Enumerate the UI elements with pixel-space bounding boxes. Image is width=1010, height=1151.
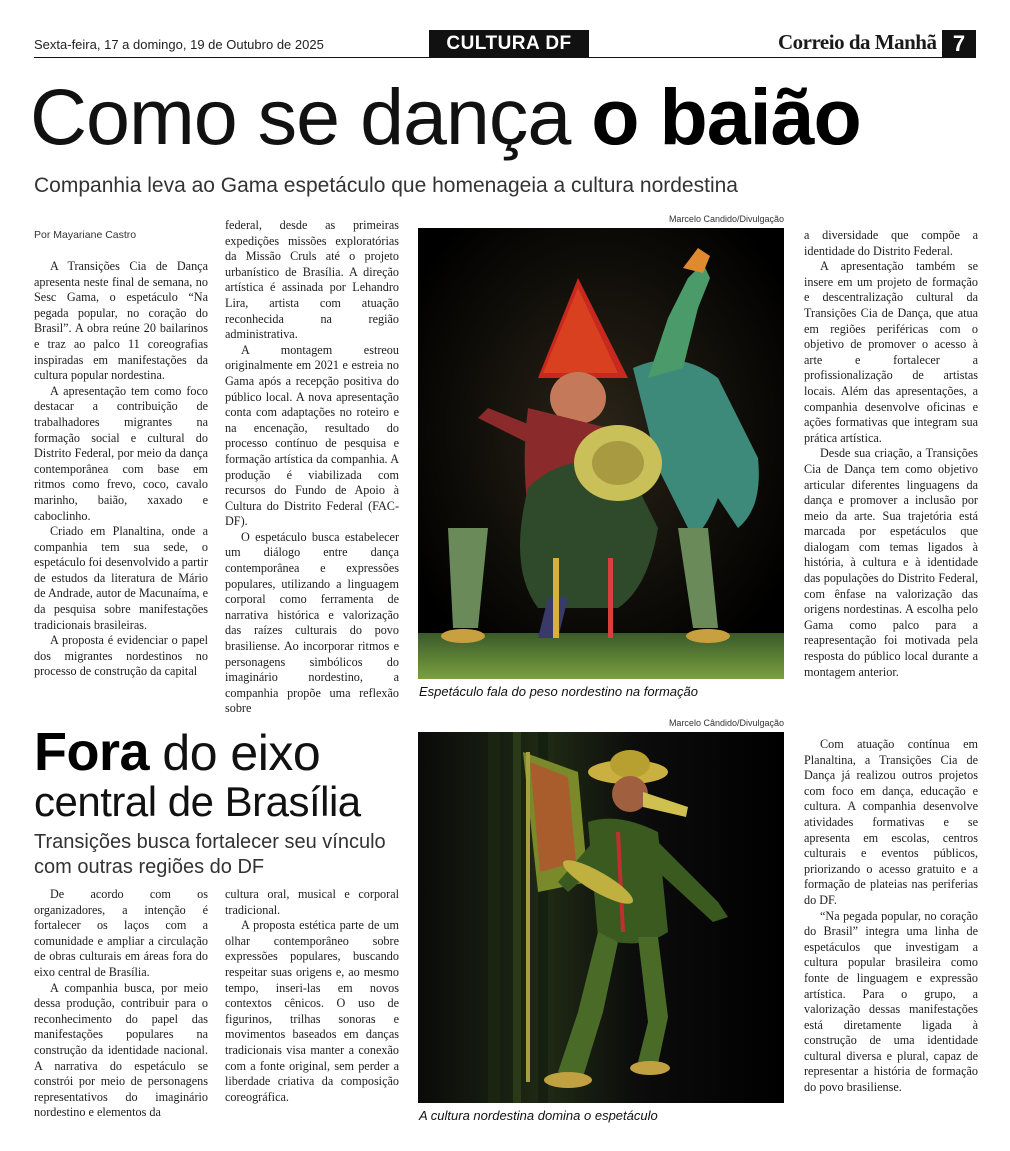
byline: Por Mayariane Castro — [34, 229, 137, 241]
photo-credit-2: Marcelo Cândido/Divulgação — [668, 718, 784, 728]
page-number: 7 — [942, 30, 976, 57]
article1-column-3 — [804, 228, 978, 680]
dance-photo-2 — [418, 732, 784, 1103]
paragraph: De acordo com os organizadores, a intenção é fortalecer os laços com a comunidade e ampliar a circulação de obras culturais em áreas fora do eixo central de Brasília. — [34, 887, 208, 979]
main-headline — [30, 72, 861, 162]
paragraph: A Transições Cia de Dança apresenta neste final de semana, no Sesc Gama, o espetáculo “Na pegada popular, no coração do Brasil”. A obra reúne 20 bailarinos e traz ao palco 11 coreografias inspiradas em manifestações da cultura popular nordestina. — [34, 259, 208, 383]
paragraph: A proposta é evidenciar o papel dos migrantes nordestinos no processo de construção da capital — [34, 633, 208, 679]
paragraph: A montagem estreou originalmente em 2021 e estreia no Gama após a recepção positiva do público local. A nova apresentação conta com adaptações no roteiro e na encenação, resultado do processo contínuo de pesquisa e formação artística da companhia. A produção é viabilizada com recursos do Fundo de Apoio à Cultura do Distrito Federal (FAC-DF). — [225, 342, 399, 529]
paragraph: O espetáculo busca estabelecer um diálogo entre dança contemporânea e expressões populares, utilizando a linguagem corporal como ferramenta de narrativa histórica e valorização das raízes culturais do povo brasiliense. Ao incorporar ritmos e personagens simbólicos do imaginário nordestino, a companhia propõe uma reflexão sobre — [225, 529, 399, 716]
headline-bold: o baião — [591, 72, 861, 161]
photo-caption-2: A cultura nordestina domina o espetáculo — [419, 1108, 658, 1123]
secondary-headline-line2: central de Brasília — [34, 778, 361, 825]
paragraph: “Na pegada popular, no coração do Brasil” integra uma linha de espetáculos que investigam a cultura popular brasileira como fonte de linguagem e expressão artística. Para o grupo, a valorização dessas manifestações está diretamente ligada à construção de uma identidade cultural diversa e plural, capaz de representar a história de formação do povo brasiliense. — [804, 908, 978, 1095]
paragraph: Criado em Planaltina, onde a companhia tem sua sede, o espetáculo foi desenvolvido a partir de estudos da literatura de Mário de Andrade, autor de Macunaíma, e da pesquisa sobre manifestações tradicionais brasileiras. — [34, 524, 208, 632]
header-rule — [34, 57, 976, 58]
paragraph: A companhia busca, por meio dessa produção, contribuir para o reconhecimento do papel das manifestações populares na construção da identidade nacional. A narrativa do espetáculo se constrói por meio de personagens representativos do imaginário nordestino e elementos da — [34, 980, 208, 1120]
paragraph: A apresentação também se insere em um projeto de formação e descentralização cultural da Transições Cia de Dança, que atua em regiões periféricas com o objetivo de promover o acesso à arte e fortalecer a profissionalização de artistas locais. Além das apresentações, a companhia desenvolve oficinas e ações formativas que integram sua prática artística. — [804, 259, 978, 445]
dancers-illustration — [418, 228, 784, 679]
article2-column-2 — [225, 887, 399, 1105]
dance-photo — [418, 228, 784, 679]
dancer-illustration-2 — [418, 732, 784, 1103]
article1-column-2 — [225, 218, 399, 717]
article2-column-3 — [804, 737, 978, 1096]
paragraph: a diversidade que compõe a identidade do Distrito Federal. — [804, 228, 978, 258]
secondary-headline — [34, 722, 321, 782]
issue-date: Sexta-feira, 17 a domingo, 19 de Outubro de 2025 — [34, 37, 324, 52]
headline-light: Como se dança — [30, 72, 592, 161]
photo-credit: Marcelo Candido/Divulgação — [668, 214, 784, 224]
article2-column-1 — [34, 887, 208, 1121]
headline2-light: do eixo — [149, 725, 321, 781]
paragraph: Desde sua criação, a Transições Cia de Dança tem como objetivo articular diferentes linguagens da dança e promover a inclusão por meio da arte. Sua trajetória está marcada por espetáculos que dialogam com temas ligados à história, à cultura e à identidade das populações do Distrito Federal, com ênfase na valorização das origens nordestinas. A escolha pelo Gama como palco para a reapresentação foi motivada pela resposta do público local durante a montagem anterior. — [804, 446, 978, 679]
paragraph: cultura oral, musical e corporal tradicional. — [225, 887, 399, 917]
headline2-bold: Fora — [34, 722, 150, 782]
newspaper-name: Correio da Manhã — [778, 30, 937, 54]
secondary-subheadline: Transições busca fortalecer seu vínculo com outras regiões do DF — [34, 831, 386, 878]
main-subheadline: Companhia leva ao Gama espetáculo que homenageia a cultura nordestina — [34, 174, 738, 197]
paragraph: federal, desde as primeiras expedições missões exploratórias da Missão Cruls até o projeto urbanístico de Brasília. A direção artística é assinada por Lehandro Lira, artista com atuação reconhecida na região administrativa. — [225, 218, 399, 342]
photo-caption: Espetáculo fala do peso nordestino na formação — [419, 684, 698, 699]
section-label: CULTURA DF — [429, 30, 589, 57]
paragraph: Com atuação contínua em Planaltina, a Transições Cia de Dança já realizou outros projetos com foco em dança, educação e cultura. A companhia desenvolve atividades formativas e se apresenta em escolas, centros culturais e eventos públicos, priorizando o acesso gratuito e a formação de plateias nas periferias do DF. — [804, 737, 978, 907]
article1-column-1 — [34, 259, 208, 680]
paragraph: A proposta estética parte de um olhar contemporâneo sobre expressões populares, buscando respeitar suas origens e, ao mesmo tempo, inseri-las em novos contextos cênicos. O uso de figurinos, trilhas sonoras e movimentos baseados em danças tradicionais visa manter a conexão com a fonte original, sem perder a liberdade criativa da composição coreográfica. — [225, 918, 399, 1104]
paragraph: A apresentação tem como foco destacar a contribuição de trabalhadores migrantes na formação social e cultural do Distrito Federal, por meio da dança contemporânea com base em ritmos como frevo, coco, cavalo marinho, baião, xaxado e caboclinho. — [34, 383, 208, 523]
